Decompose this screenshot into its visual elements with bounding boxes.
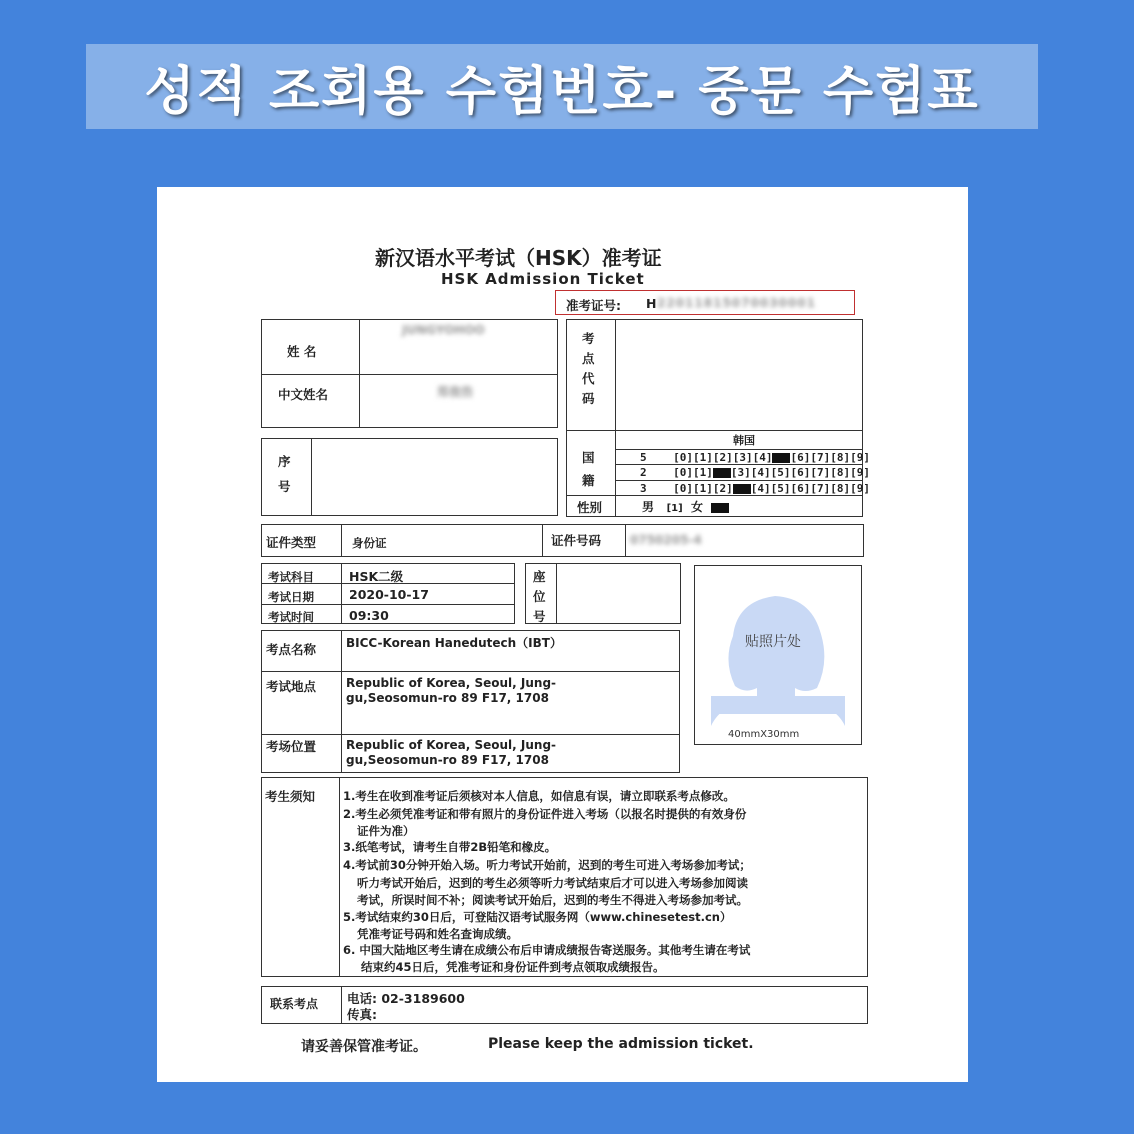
contact-fax: 传真: — [347, 1007, 377, 1022]
notice-line: 凭准考证号码和姓名查询成绩。 — [357, 927, 518, 941]
gender-redacted — [711, 503, 729, 513]
footer-cn: 请妥善保管准考证。 — [301, 1039, 427, 1055]
notice-line: 2.考生必须凭准考证和带有照片的身份证件进入考场（以报名时提供的有效身份 — [343, 807, 747, 821]
date-label: 考试日期 — [268, 590, 314, 604]
admission-ticket — [157, 187, 968, 1082]
id-number-label: 证件号码 — [551, 533, 602, 548]
site-code-char-2: 点 — [582, 351, 595, 366]
id-type-label: 证件类型 — [266, 535, 317, 550]
gender-female: 女 — [691, 500, 704, 514]
name-label: 姓 名 — [287, 344, 317, 359]
photo-label: 贴照片处 — [745, 634, 801, 650]
page-banner — [86, 44, 1038, 129]
chinese-name-value: 郑俊浩 — [437, 385, 474, 399]
date-value: 2020-10-17 — [349, 587, 429, 602]
contact-phone: 电话: 02-3189600 — [347, 991, 465, 1006]
notice-line: 1.考生在收到准考证后须核对本人信息，如信息有误，请立即联系考点修改。 — [343, 789, 735, 803]
ticket-title-en: HSK Admission Ticket — [441, 270, 645, 288]
ticket-number-label: 准考证号: — [566, 298, 621, 313]
site-code-char-4: 码 — [582, 391, 595, 406]
gender-male: 男 — [642, 500, 655, 514]
gender-label: 性别 — [577, 500, 603, 515]
ticket-number-prefix: H — [646, 296, 657, 311]
seat-char-2: 位 — [533, 589, 546, 604]
seat-char-1: 座 — [533, 569, 546, 584]
ticket-title-cn: 新汉语水平考试（HSK）准考证 — [375, 246, 662, 270]
notice-line: 4.考试前30分钟开始入场。听力考试开始前，迟到的考生可进入考场参加考试； — [343, 858, 751, 872]
site-code-char-1: 考 — [582, 331, 595, 346]
gender-code: [1] — [666, 503, 683, 514]
address-label: 考试地点 — [266, 679, 317, 694]
ticket-number-box — [555, 290, 855, 315]
id-number-value: 0750205-4 — [630, 533, 702, 547]
sequence-label-2: 号 — [278, 479, 291, 494]
notice-line: 结束约45日后，凭准考证和身份证件到考点领取成绩报告。 — [361, 960, 665, 974]
digit-row: 5 [0][1][2][3][4] [6][7][8][9] — [640, 451, 870, 464]
name-value: JUNGYOHOO — [402, 323, 485, 337]
time-value: 09:30 — [349, 608, 389, 623]
site-code-char-3: 代 — [582, 371, 595, 386]
time-label: 考试时间 — [268, 610, 314, 624]
ticket-number-blurred: 22011815070030001 — [657, 296, 816, 310]
sequence-block — [261, 438, 558, 516]
site-name-value: BICC-Korean Hanedutech（IBT） — [346, 636, 562, 650]
notice-line: 5.考试结束约30日后，可登陆汉语考试服务网（www.chinesetest.cn） — [343, 910, 732, 924]
seat-block — [525, 563, 681, 624]
seat-char-3: 号 — [533, 609, 546, 624]
notice-line: 6. 中国大陆地区考生请在成绩公布后申请成绩报告寄送服务。其他考生请在考试 — [343, 943, 751, 957]
nationality-char-2: 籍 — [582, 473, 595, 488]
address-line-2: gu,Seosomun-ro 89 F17, 1708 — [346, 691, 549, 705]
notice-line: 考试，所误时间不补；阅读考试开始后，迟到的考生不得进入考场参加考试。 — [357, 893, 748, 907]
room-line-2: gu,Seosomun-ro 89 F17, 1708 — [346, 753, 549, 767]
banner-title: 성적 조회용 수험번호- 중문 수험표 — [144, 62, 980, 122]
subject-value: HSK二级 — [349, 569, 404, 584]
nationality-value: 韩国 — [733, 434, 755, 447]
person-silhouette-icon — [695, 566, 861, 744]
room-label: 考场位置 — [266, 739, 317, 754]
contact-label: 联系考点 — [270, 997, 319, 1011]
gender-row — [642, 498, 729, 515]
chinese-name-label: 中文姓名 — [278, 387, 329, 402]
id-type-value: 身份证 — [352, 536, 387, 550]
room-line-1: Republic of Korea, Seoul, Jung- — [346, 738, 557, 752]
notice-line: 证件为准） — [357, 824, 415, 838]
digit-row: 3 [0][1][2] [4][5][6][7][8][9] — [640, 482, 870, 495]
address-line-1: Republic of Korea, Seoul, Jung- — [346, 676, 557, 690]
photo-box — [694, 565, 862, 745]
photo-size: 40mmX30mm — [728, 729, 800, 740]
sequence-label-1: 序 — [278, 454, 291, 469]
notice-label: 考生须知 — [265, 789, 316, 804]
subject-label: 考试科目 — [268, 570, 314, 584]
digit-row: 2 [0][1] [3][4][5][6][7][8][9] — [640, 466, 870, 479]
site-name-label: 考点名称 — [266, 642, 317, 657]
notice-line: 听力考试开始后，迟到的考生必须等听力考试结束后才可以进入考场参加阅读 — [357, 876, 748, 890]
notice-line: 3.纸笔考试，请考生自带2B铅笔和橡皮。 — [343, 840, 557, 854]
footer-en: Please keep the admission ticket. — [488, 1036, 754, 1052]
nationality-char-1: 国 — [582, 450, 595, 465]
